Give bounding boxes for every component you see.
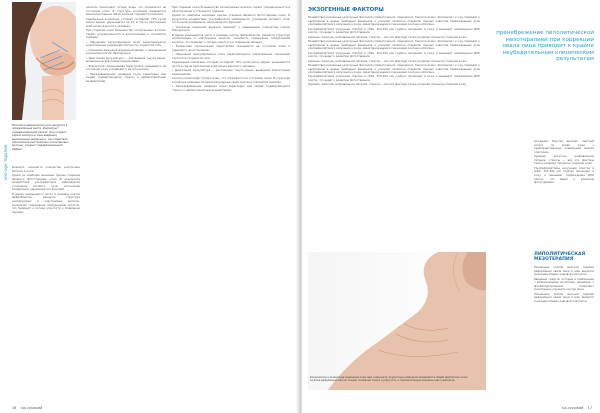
- right-footer: [562, 406, 592, 410]
- paragraph: Воздействие различных экзогенных факторов (климатических, химических, биологических, физических и т.д.) приводит к накоплению в дерме свободных радикалов и ускоряет процессы старения. Хорошо известна повреждающая роль ультрафиолетового излучения в коже, характеризующаяся снижением синтеза коллагена.: [308, 16, 480, 27]
- left-column-1: [12, 166, 80, 402]
- left-footer: [12, 406, 42, 410]
- right-column-text: [534, 140, 594, 240]
- paragraph: Ультрафиолетовое излучение спектра А (УФА, 320–400 нм) глубоко проникает в кожу и вызывает повреждения ДНК клеток, что ведет к развитию фотостарения.: [308, 27, 480, 35]
- left-caption: Мезонити (верхний рисунок) вводятся в определенные места, формируют поддерживающий каркас. Они создают каркас волокон в зоне введения, выраженные морщины и, как следствие образование выстроенных коллагеновых волокон, создают поддерживающий эффект.: [12, 124, 69, 151]
- paragraph: возрасте, снижается количество эластичных волокон в коже.: [12, 166, 80, 173]
- paragraph: Ультрафиолетовое излучение спектра А (УФА, 320–400 нм) глубоко проникает в кожу и вызывает повреждения ДНК клеток, что ведет к развитию фотостарения.: [308, 51, 480, 59]
- paragraph: • Диастазная мускулатура — растяжение тонуса мышц, вызванное возрастными изменениями.: [86, 56, 166, 64]
- paragraph: Ультрафиолетовое излучение спектра А (УФА, 320–400 нм) глубоко проникает в кожу и вызывает повреждения ДНК клеток, что ведет к развитию фотостарения.: [534, 166, 594, 185]
- paragraph: Курение, алкоголь, неправильное питание, стрессы — все эти факторы также ускоряют процессы старения кожи.: [534, 155, 594, 166]
- paragraph: В дерме уменьшается число и размеры клеток фибробластов, меняется структура коллагеновых и эластиновых волокон, снижается содержание гиалуроновой кислоты, что приводит к потере упругости и появлению морщин.: [12, 192, 80, 214]
- paragraph: • Возрастная гормональная перестройка сказывается на состоянии кожи и приводит к ее истончению.: [172, 45, 290, 52]
- paragraph: Содержание коллагена, который составляет 70% сухой массы дермы, уменьшается на 1% в год на протяжении всей жизни взрослого человека.: [86, 17, 166, 28]
- right-caption: Клинические и возрастные изменения кожи шеи и декольте: возрастные изменения проявляются общей дряблостью кожи на фоне деформации мягких тканей, снижение тонуса и упругости, и горизонтальные морщины шеи и декольте.: [310, 376, 468, 383]
- paragraph: При старении кожи большинство коллагеновых волокон теряет упорядоченность в расположении и становятся грубыми.: [86, 29, 166, 40]
- footer-brand: lux-сухожий: [20, 406, 43, 410]
- paragraph: • Снижение иммунной функции приводит к уменьшению количества клеток Лангерганса.: [86, 48, 166, 56]
- paragraph: Введение средств, которые в комбинации с увлажняющими кислотами, например, с фосфатидилхолином, позволяют значительно улучшить контур лица.: [534, 277, 594, 292]
- left-page: [0, 0, 298, 413]
- paragraph: • Возрастная гормональная перестройка сказывается на состоянии кожи и приводит к ее истончению.: [86, 64, 166, 72]
- paragraph: Курение, алкоголь, неправильное питание, стрессы — все эти факторы также ускоряют процессы старения кожи.: [308, 59, 467, 63]
- paragraph: Воздействие различных экзогенных факторов (климатических, химических, биологических, физических и т.д.) приводит к накоплению в дерме свободных радикалов и ускоряет процессы старения. Хорошо известна повреждающая роль ультрафиолетового излучения в коже, характеризующаяся снижением синтеза коллагена.: [308, 39, 480, 51]
- paragraph: Курение, алкоголь, неправильное питание, стрессы — все эти факторы также ускоряют процессы старения кожи.: [308, 83, 467, 87]
- page-number: 16: [12, 406, 17, 410]
- paragraph: • Нарушение васкуляризации кожи характеризуется значительным снижением плотности сосудистой сети.: [172, 53, 290, 60]
- neck-illustration: [308, 252, 486, 390]
- paragraph: Начальным этапом местной терапии деформации овала лица и шеи является снижение объема жировой клетчатки.: [534, 292, 594, 303]
- paragraph: рождению блестки выгялят. Светлый силуэт по краям кожи с преимущественным появлением мелких пластинок.: [534, 140, 594, 154]
- paragraph: • Преждевременное увядание кожи характерно для людей, подвергающихся стрессу и неблагоприятным воздействиям.: [172, 85, 290, 92]
- face-illustration: [12, 2, 76, 120]
- exogenous-text: [308, 16, 480, 248]
- section-side-label: [3, 120, 9, 180]
- left-column-2: [86, 6, 166, 402]
- paragraph: • Преждевременное увядание кожи характерно для людей, подвергающихся стрессу и неблагоприятным воздействиям.: [86, 72, 166, 83]
- lipolytic-text: [534, 266, 594, 396]
- paragraph: Содержание коллагена, который составляет 70% сухой массы дермы, уменьшается на 1% в год на протяжении всей жизни взрослого человека.: [172, 61, 290, 68]
- page-number: 17: [587, 406, 592, 410]
- paragraph: • Нарушение васкуляризации кожи характеризуется значительным снижением плотности сосудистой сети.: [86, 40, 166, 48]
- face-photo: [12, 2, 76, 120]
- footer-brand: lux-сухожий: [561, 406, 584, 410]
- left-column-3: [172, 6, 290, 402]
- paragraph: • Снижение иммунной функции приводит к уменьшению количества клеток Лангерганса.: [172, 25, 290, 33]
- paragraph: Курение, алкоголь, неправильное питание, стрессы — все эти факторы также ускоряют процессы старения кожи.: [308, 35, 467, 39]
- paragraph: При старении кожи большинство коллагеновых волокон теряет упорядоченность в расположении и становятся грубыми.: [172, 6, 290, 13]
- paragraph: • Диастазная мускулатура — растяжение тонуса мышц, вызванное возрастными изменениями.: [172, 69, 290, 76]
- side-label-text: anti-age терапия: [3, 144, 8, 180]
- heading-exogenous: ЭКЗОГЕННЫЕ ФАКТОРЫ: [308, 7, 384, 13]
- heading-lipolytic: ЛИПОЛИТИЧЕСКАЯ МЕЗОТЕРАПИЯ: [534, 252, 586, 263]
- right-page: [302, 0, 600, 413]
- paragraph: Одной из наиболее значимых причин старения является фотостарение кожи. В результате воздействия ультрафиолета наблюдается утолщение рогового слоя, истончение эпидермиса, нарушение его функций.: [172, 13, 290, 25]
- paragraph: кислоты происходит потеря воды, что отражается на состоянии кожи. В структуре коллагена изменяются межмолекулярные связи, волокна становятся ломкими.: [86, 6, 166, 17]
- paragraph: кислоты происходит потеря воды, что отражается на состоянии кожи. В структуре коллагена изменяются межмолекулярные связи, волокна становятся ломкими.: [172, 77, 290, 84]
- pull-quote: пренебрежение липолитической мезотерапией при коррекции овала лица приводит к крайне неубедительным клиническим результатам: [496, 30, 594, 62]
- paragraph: Одной из наиболее значимых причин старения является фотостарение кожи. В результате воздействия ультрафиолета наблюдается утолщение рогового слоя, истончение эпидермиса, нарушение его функций.: [12, 173, 80, 192]
- neck-photo: [308, 252, 486, 390]
- paragraph: Воздействие различных экзогенных факторов (климатических, химических, биологических, физических и т.д.) приводит к накоплению в дерме свободных радикалов и ускоряет процессы старения. Хорошо известна повреждающая роль ультрафиолетового излучения в коже, характеризующаяся снижением синтеза коллагена.: [308, 63, 480, 75]
- paragraph: Начальным этапом местной терапии деформации овала лица и шеи является снижение объема жировой клетчатки.: [534, 266, 594, 277]
- paragraph: В дерме уменьшается число и размеры клеток фибробластов, меняется структура коллагеновых и эластиновых волокон, снижается содержание гиалуроновой кислоты, что приводит к потере упругости и появлению морщин.: [172, 33, 290, 44]
- paragraph: Ультрафиолетовое излучение спектра А (УФА, 320–400 нм) глубоко проникает в кожу и вызывает повреждения ДНК клеток, что ведет к развитию фотостарения.: [308, 75, 480, 83]
